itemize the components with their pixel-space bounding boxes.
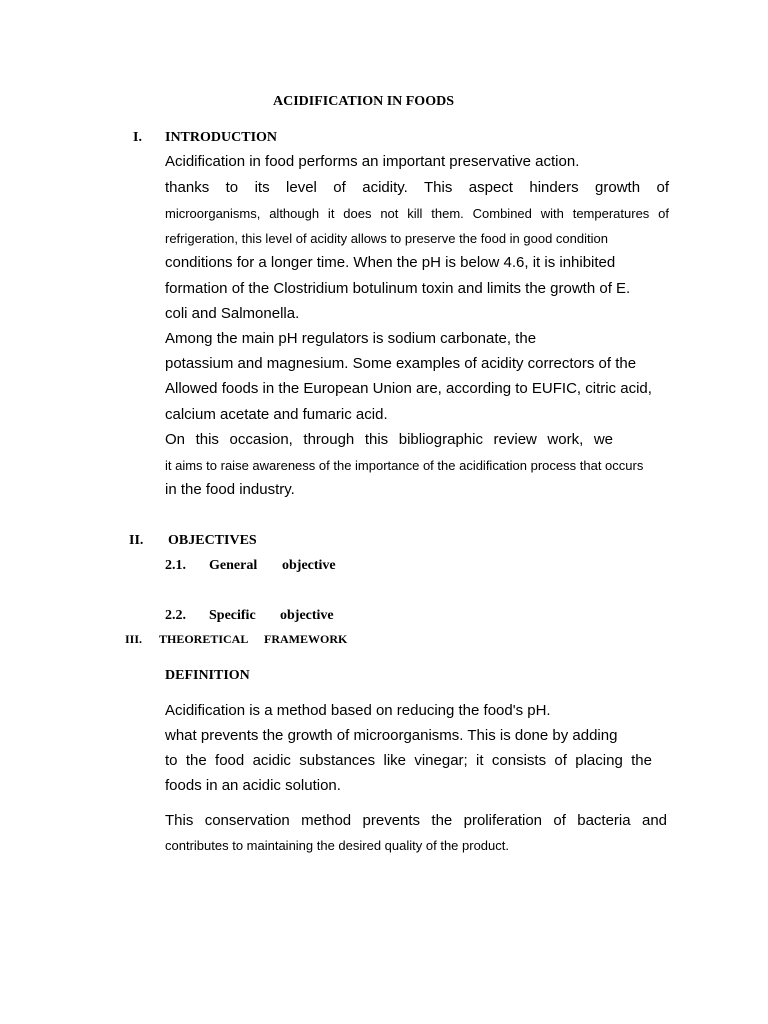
subsection-2-1-number: 2.1.	[165, 558, 186, 573]
intro-line-3: microorganisms, although it does not kill them. Combined with temperatures of	[165, 206, 669, 221]
definition-line-4: foods in an acidic solution.	[165, 777, 341, 794]
section-1-number: I.	[133, 130, 142, 145]
section-1-heading: INTRODUCTION	[165, 130, 278, 145]
intro-line-12: On this occasion, through this bibliographic review work, we	[165, 431, 613, 448]
intro-line-10: Allowed foods in the European Union are, according to EUFIC, citric acid,	[165, 380, 652, 397]
intro-line-5: conditions for a longer time. When the pH is below 4.6, it is inhibited	[165, 254, 616, 271]
intro-line-2: thanks to its level of acidity. This aspect hinders growth of	[165, 179, 669, 196]
subsection-2-1-word1: General	[209, 558, 258, 573]
definition-line-2: what prevents the growth of microorganisms. This is done by adding	[165, 727, 618, 744]
document-title: ACIDIFICATION IN FOODS	[273, 94, 454, 109]
intro-line-11: calcium acetate and fumaric acid.	[165, 406, 388, 423]
intro-line-1: Acidification in food performs an important preservative action.	[165, 153, 580, 170]
definition-line-5: This conservation method prevents the proliferation of bacteria and	[165, 812, 667, 829]
definition-line-1: Acidification is a method based on reducing the food's pH.	[165, 702, 551, 719]
intro-line-7: coli and Salmonella.	[165, 305, 300, 322]
subsection-2-2-number: 2.2.	[165, 608, 186, 623]
subsection-2-2-word2: objective	[280, 608, 334, 623]
definition-heading: DEFINITION	[165, 668, 250, 683]
definition-line-3: to the food acidic substances like vinegar; it consists of placing the	[165, 752, 652, 769]
section-3-number: III.	[125, 632, 143, 646]
subsection-2-2-word1: Specific	[209, 608, 256, 623]
intro-line-13: it aims to raise awareness of the importance of the acidification process that occurs	[165, 458, 644, 473]
intro-line-8: Among the main pH regulators is sodium carbonate, the	[165, 330, 537, 347]
section-3-word1: THEORETICAL	[159, 632, 249, 646]
definition-line-6: contributes to maintaining the desired quality of the product.	[165, 838, 509, 853]
section-3-word2: FRAMEWORK	[264, 632, 348, 646]
intro-line-4: refrigeration, this level of acidity allows to preserve the food in good condition	[165, 231, 608, 246]
intro-line-9: potassium and magnesium. Some examples of acidity correctors of the	[165, 355, 637, 372]
intro-line-14: in the food industry.	[165, 481, 295, 498]
section-2-number: II.	[129, 533, 144, 548]
section-2-heading: OBJECTIVES	[168, 533, 257, 548]
subsection-2-1-word2: objective	[282, 558, 336, 573]
intro-line-6: formation of the Clostridium botulinum toxin and limits the growth of E.	[165, 280, 631, 297]
